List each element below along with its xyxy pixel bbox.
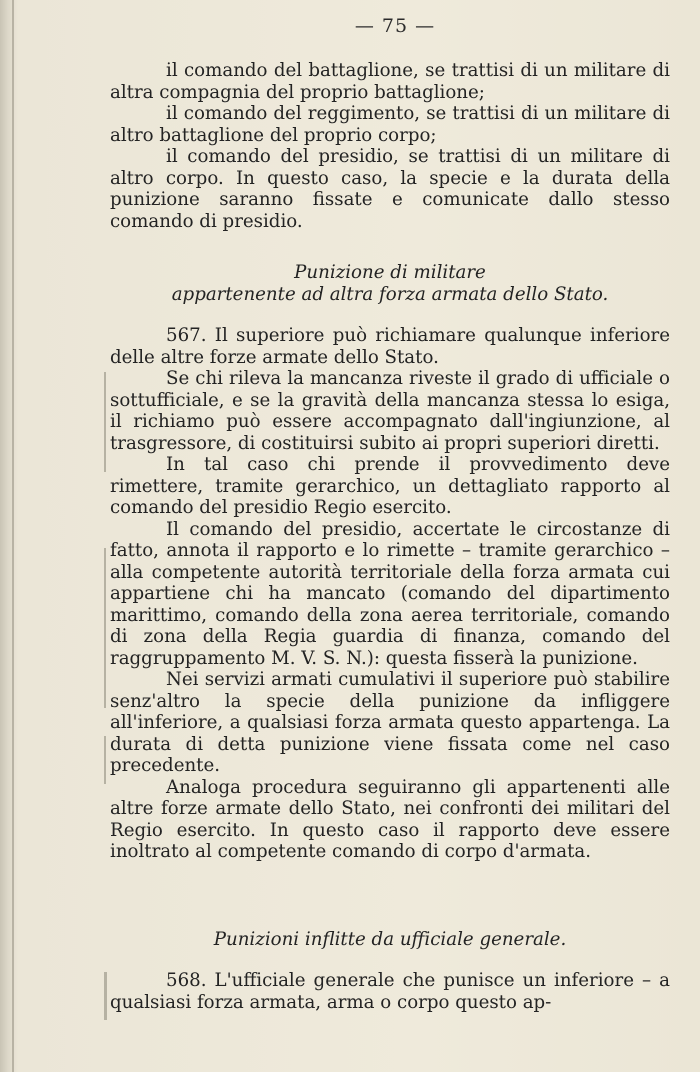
paragraph: il comando del presidio, se trattisi di un militare di altro corpo. In questo caso, la specie e la durata della punizione saranno fissate e comunicate dallo stesso comando di presidio. [110,146,670,232]
page-spine-shadow [12,0,14,1072]
paragraph: Se chi rileva la mancanza riveste il grado di ufficiale o sottufficiale, e se la gravità della mancanza stessa lo esiga, il richiamo può essere accompagnato dall'ingiunzione, al trasgressore, di costituirsi subito ai propri superiori diretti. [110,368,670,454]
paragraph: Analoga procedura seguiranno gli appartenenti alle altre forze armate dello Stato, nei confronti dei militari del Regio esercito. In questo caso il rapporto deve essere inoltrato al competente comando di corpo d'armata. [110,776,670,862]
margin-pencil-mark [104,548,106,708]
margin-pencil-mark [104,372,106,472]
paragraph: il comando del reggimento, se trattisi di un militare di altro battaglione del proprio corpo; [110,103,670,146]
paragraph: 567. Il superiore può richiamare qualunque inferiore delle altre forze armate dello Stato. [110,325,670,368]
page-number: — 75 — [354,15,436,37]
heading-line: Punizioni inflitte da ufficiale generale. [213,929,567,950]
heading-line: Punizione di militare [294,262,486,283]
paragraph: In tal caso chi prende il provvedimento deve rimettere, tramite gerarchico, un dettagliato rapporto al comando del presidio Regio esercito. [110,454,670,518]
margin-pencil-mark [104,736,106,784]
paragraph: Nei servizi armati cumulativi il superiore può stabilire senz'altro la specie della punizione da infliggere all'inferiore, a qualsiasi forza armata questo appartenga. La durata di detta punizione viene fissata come nel caso precedente. [110,669,670,776]
text-block-article-568 [110,970,670,1013]
paragraph: 568. L'ufficiale generale che punisce un inferiore – a qualsiasi forza armata, arma o corpo questo ap- [110,970,670,1013]
section-heading-punizione-militare [110,262,670,305]
paragraph: Il comando del presidio, accertate le circostanze di fatto, annota il rapporto e lo rimette – tramite gerarchico – alla competente autorità territoriale della forza armata cui appartiene chi ha mancato (comando del dipartimento marittimo, comando della zona aerea territoriale, comando di zona della Regia guardia di finanza, comando del raggruppamento M. V. S. N.): questa fisserà la punizione. [110,518,670,669]
text-block-commands [110,60,670,232]
section-heading-punizioni-generale [110,929,670,951]
paragraph: il comando del battaglione, se trattisi di un militare di altra compagnia del proprio battaglione; [110,60,670,103]
heading-line: appartenente ad altra forza armata dello Stato. [171,283,609,305]
text-block-article-567 [110,325,670,863]
margin-pencil-mark [104,972,107,1020]
